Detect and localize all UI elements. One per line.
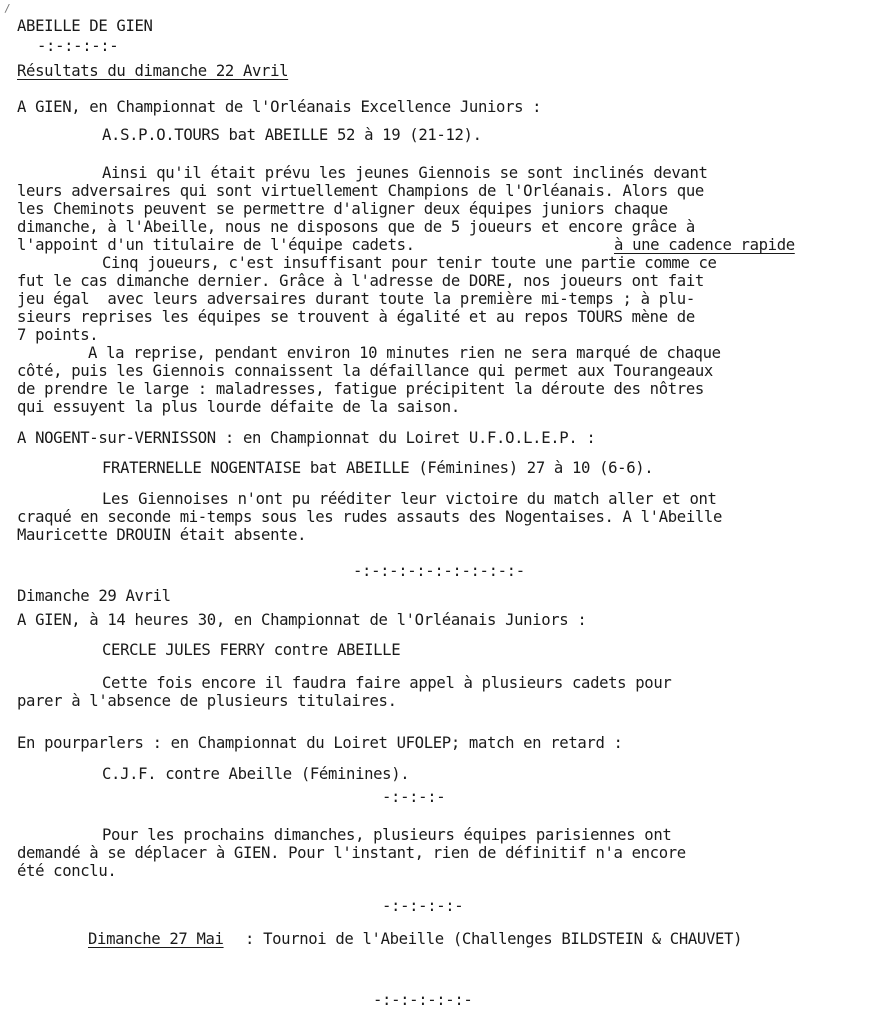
separator-end: -:-:-:-:-:- [373, 991, 473, 1009]
tournament-date: Dimanche 27 Mai [88, 930, 224, 948]
report1-line: leurs adversaires qui sont virtuellement Champions de l'Orléanais. Alors que [17, 182, 704, 200]
pending-match: C.J.F. contre Abeille (Féminines). [102, 765, 410, 783]
next-date: Dimanche 29 Avril [17, 587, 171, 605]
report1-line: A la reprise, pendant environ 10 minutes rien ne sera marqué de chaque [88, 344, 721, 362]
report1-line: qui essuyent la plus lourde défaite de la saison. [17, 398, 460, 416]
section-heading: Résultats du dimanche 22 Avril [17, 62, 289, 80]
gien-juniors-result: A.S.P.O.TOURS bat ABEILLE 52 à 19 (21-12). [102, 126, 482, 144]
pending-intro: En pourparlers : en Championnat du Loiret UFOLEP; match en retard : [17, 734, 623, 752]
separator-before-tournament: -:-:-:-:- [382, 897, 464, 915]
nogent-intro: A NOGENT-sur-VERNISSON : en Championnat du Loiret U.F.O.L.E.P. : [17, 429, 596, 447]
next-intro: A GIEN, à 14 heures 30, en Championnat de l'Orléanais Juniors : [17, 611, 587, 629]
report1-line: l'appoint d'un titulaire de l'équipe cadets. [17, 236, 415, 254]
report1-line: côté, puis les Giennois connaissent la défaillance qui permet aux Tourangeaux [17, 362, 713, 380]
report1-line: sieurs reprises les équipes se trouvent à égalité et au repos TOURS mène de [17, 308, 695, 326]
gien-juniors-intro: A GIEN, en Championnat de l'Orléanais Excellence Juniors : [17, 98, 542, 116]
document-title: ABEILLE DE GIEN [17, 17, 153, 35]
report1-line: 7 points. [17, 326, 99, 344]
next-match: CERCLE JULES FERRY contre ABEILLE [102, 641, 401, 659]
corner-mark: / [4, 2, 11, 15]
report1-line: Cinq joueurs, c'est insuffisant pour tenir toute une partie comme ce [102, 254, 717, 272]
report1-line: fut le cas dimanche dernier. Grâce à l'adresse de DORE, nos joueurs ont fait [17, 272, 704, 290]
handwritten-insertion: à une cadence rapide [614, 236, 795, 254]
report1-line: jeu égal avec leurs adversaires durant toute la première mi-temps ; à plu- [17, 290, 695, 308]
future-note-line: été conclu. [17, 862, 117, 880]
report2-line: Les Giennoises n'ont pu rééditer leur victoire du match aller et ont [102, 490, 717, 508]
report2-line: Mauricette DROUIN était absente. [17, 526, 307, 544]
future-note-line: Pour les prochains dimanches, plusieurs équipes parisiennes ont [102, 826, 672, 844]
report1-line: Ainsi qu'il était prévu les jeunes Giennois se sont inclinés devant [102, 164, 708, 182]
nogent-result: FRATERNELLE NOGENTAISE bat ABEILLE (Féminines) 27 à 10 (6-6). [102, 459, 654, 477]
report1-line: de prendre le large : maladresses, fatigue précipitent la déroute des nôtres [17, 380, 704, 398]
report2-line: craqué en seconde mi-temps sous les rudes assauts des Nogentaises. A l'Abeille [17, 508, 722, 526]
tournament-text: : Tournoi de l'Abeille (Challenges BILDSTEIN & CHAUVET) [245, 930, 743, 948]
report1-line: dimanche, à l'Abeille, nous ne disposons que de 5 joueurs et encore grâce à [17, 218, 695, 236]
next-note-line: Cette fois encore il faudra faire appel à plusieurs cadets pour [102, 674, 672, 692]
separator-mid: -:-:-:-:-:-:-:-:-:- [353, 562, 525, 580]
next-note-line: parer à l'absence de plusieurs titulaires. [17, 692, 397, 710]
separator-short: -:-:-:- [382, 788, 446, 806]
future-note-line: demandé à se déplacer à GIEN. Pour l'instant, rien de définitif n'a encore [17, 844, 686, 862]
report1-line: les Cheminots peuvent se permettre d'aligner deux équipes juniors chaque [17, 200, 668, 218]
separator-title: -:-:-:-:- [37, 37, 119, 55]
